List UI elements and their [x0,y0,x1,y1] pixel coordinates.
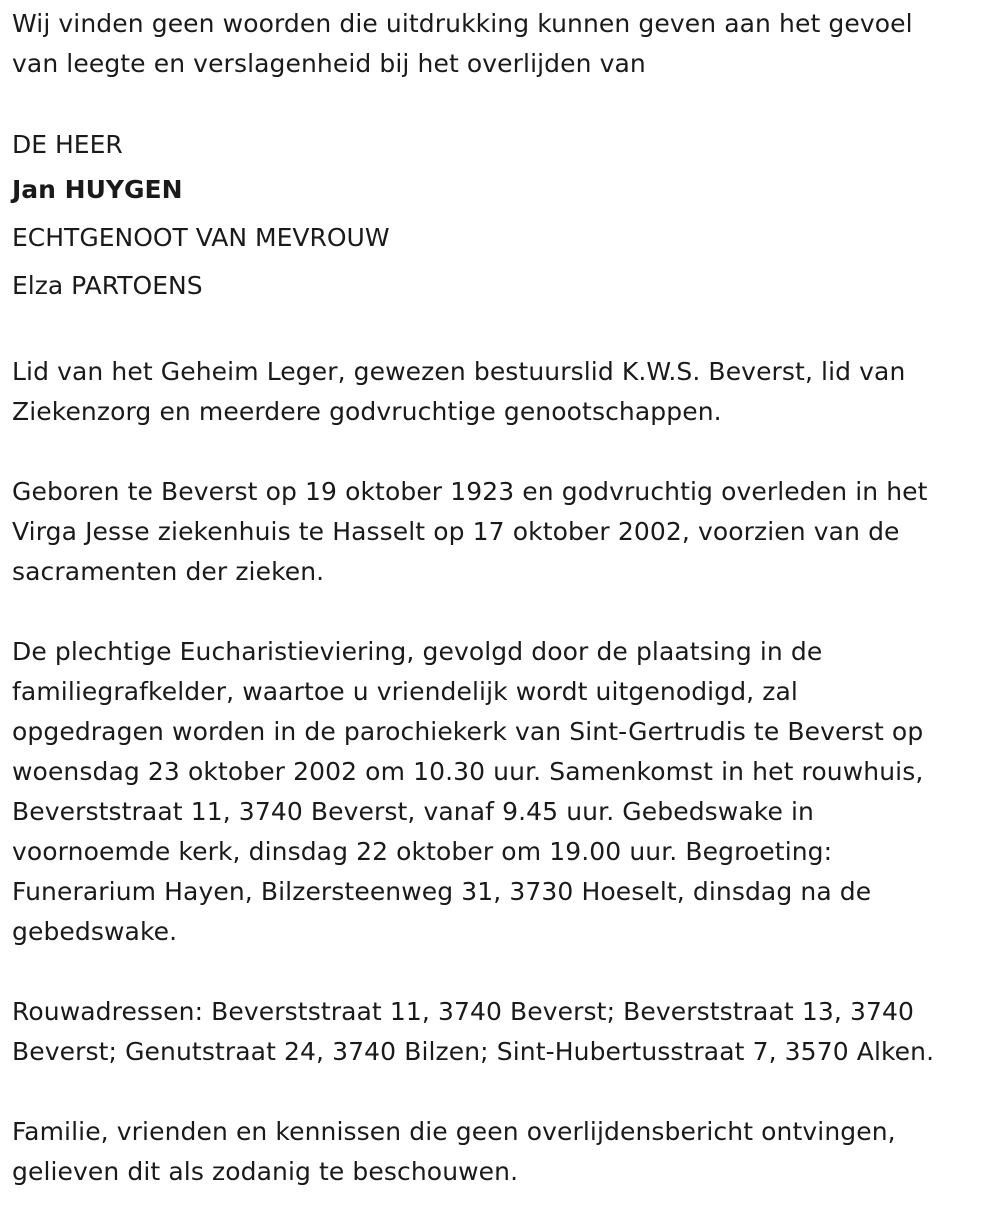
deceased-name: Jan HUYGEN [12,175,183,204]
ceremony-line: familiegrafkelder, waartoe u vriendelijk wordt uitgenodigd, zal [12,677,798,706]
ceremony-line: gebedswake. [12,917,178,946]
spacer [12,84,988,124]
birth-death-line: Geboren te Beverst op 19 oktober 1923 en godvruchtig overleden in het [12,477,928,506]
ceremony-line: voornoemde kerk, dinsdag 22 oktober om 19.00 uur. Begroeting: [12,837,833,866]
ceremony-line: woensdag 23 oktober 2002 om 10.30 uur. Samenkomst in het rouwhuis, [12,757,924,786]
membership-paragraph [12,352,988,432]
spouse-name: Elza PARTOENS [12,271,203,300]
deceased-block [12,124,988,310]
ceremony-line: De plechtige Eucharistieviering, gevolgd door de plaatsing in de [12,637,823,666]
spacer [12,1072,988,1112]
ceremony-line: Funerarium Hayen, Bilzersteenweg 31, 3730 Hoeselt, dinsdag na de [12,877,872,906]
intro-line: Wij vinden geen woorden die uitdrukking kunnen geven aan het gevoel [12,9,913,38]
addresses-line: Beverst; Genutstraat 24, 3740 Bilzen; Sint-Hubertusstraat 7, 3570 Alken. [12,1037,935,1066]
intro-paragraph [12,4,988,84]
membership-line: Lid van het Geheim Leger, gewezen bestuurslid K.W.S. Beverst, lid van [12,357,906,386]
addresses-paragraph [12,992,988,1072]
spacer [12,592,988,632]
birth-death-paragraph [12,472,988,592]
closing-paragraph [12,1112,988,1192]
intro-line: van leegte en verslagenheid bij het overlijden van [12,49,646,78]
deceased-title: DE HEER [12,130,123,159]
birth-death-line: sacramenten der zieken. [12,557,325,586]
ceremony-line: opgedragen worden in de parochiekerk van Sint-Gertrudis te Beverst op [12,717,924,746]
birth-death-line: Virga Jesse ziekenhuis te Hasselt op 17 oktober 2002, voorzien van de [12,517,900,546]
spacer [12,952,988,992]
spacer [12,310,988,352]
membership-line: Ziekenzorg en meerdere godvruchtige genootschappen. [12,397,722,426]
closing-line: gelieven dit als zodanig te beschouwen. [12,1157,519,1186]
deceased-relation: ECHTGENOOT VAN MEVROUW [12,223,390,252]
ceremony-line: Beverststraat 11, 3740 Beverst, vanaf 9.45 uur. Gebedswake in [12,797,814,826]
spacer [12,432,988,472]
addresses-line: Rouwadressen: Beverststraat 11, 3740 Beverst; Beverststraat 13, 3740 [12,997,914,1026]
ceremony-paragraph [12,632,988,952]
closing-line: Familie, vrienden en kennissen die geen overlijdensbericht ontvingen, [12,1117,896,1146]
